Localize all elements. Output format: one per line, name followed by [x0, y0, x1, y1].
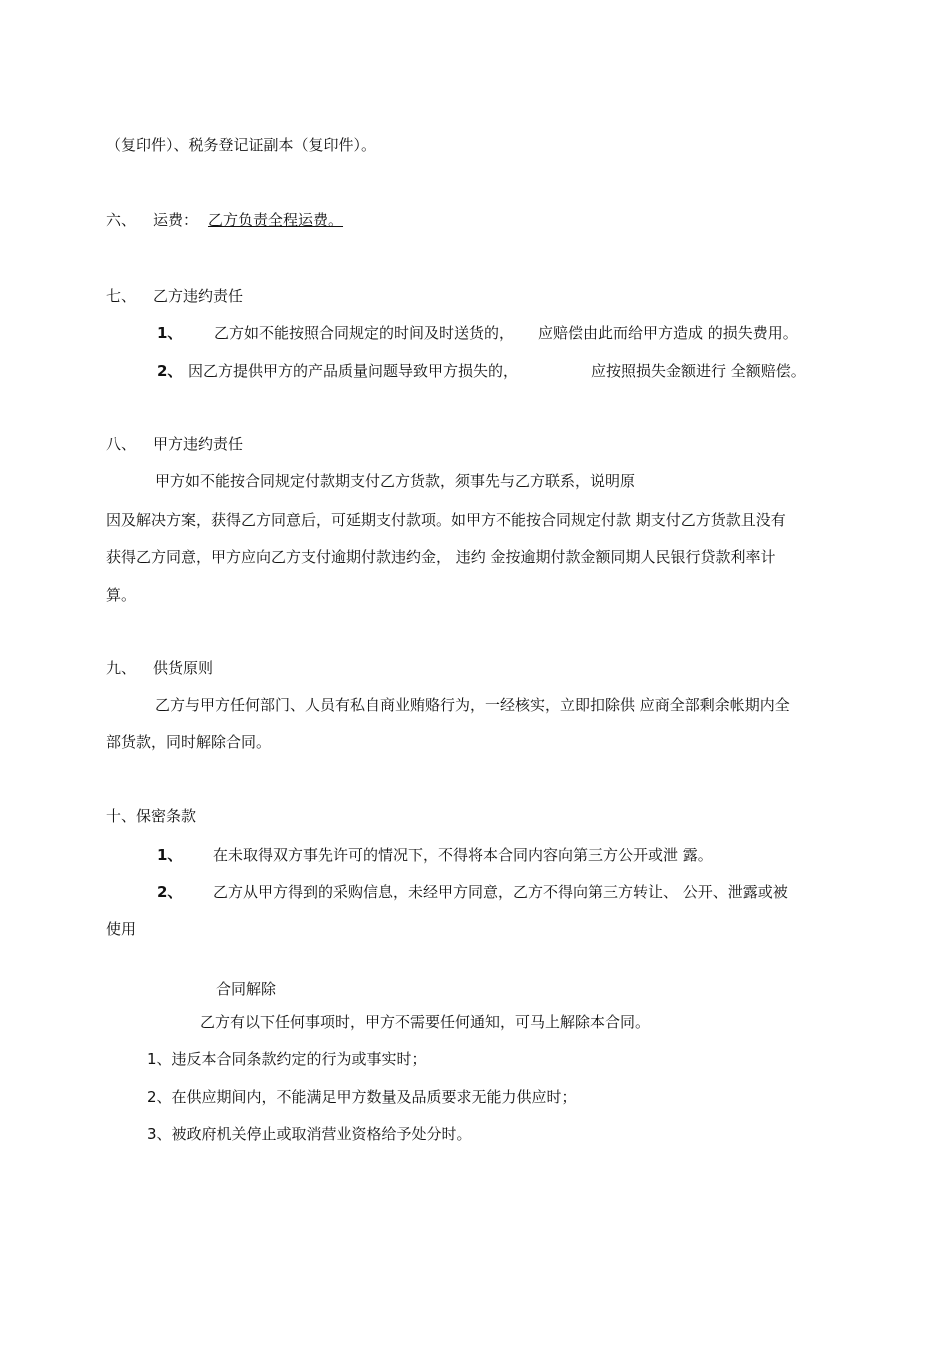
- continuation-line: （复印件）、税务登记证副本（复印件）。: [106, 136, 377, 154]
- section-6-text: 乙方负责全程运费。: [208, 211, 344, 229]
- section-10-item-2-text: 乙方从甲方得到的采购信息，未经甲方同意，乙方不得向第三方转让、 公开、泄露或被: [213, 883, 788, 901]
- section-11-item-3: 3、被政府机关停止或取消营业资格给予处分时。: [147, 1125, 472, 1143]
- section-9-line-2: 部货款，同时解除合同。: [106, 733, 272, 751]
- section-7-title: 乙方违约责任: [153, 287, 244, 305]
- section-7-item-2-text-b: 应按照损失金额进行 全额赔偿。: [591, 362, 806, 380]
- section-9-title: 供货原则: [153, 659, 214, 677]
- section-8-title: 甲方违约责任: [153, 435, 244, 453]
- section-11-item-1: 1、违反本合同条款约定的行为或事实时；: [147, 1050, 427, 1068]
- section-10-item-1-number: 1、: [157, 846, 183, 864]
- section-7-item-1-text-b: 应赔偿由此而给甲方造成 的损失费用。: [538, 324, 798, 342]
- section-10-item-1-text: 在未取得双方事先许可的情况下，不得将本合同内容向第三方公开或泄 露。: [213, 846, 713, 864]
- section-10-title: 十、保密条款: [106, 807, 197, 825]
- section-6-number: 六、: [106, 211, 137, 229]
- section-11-title: 合同解除: [216, 980, 277, 998]
- section-7-item-2-text-a: 因乙方提供甲方的产品质量问题导致甲方损失的，: [188, 362, 519, 380]
- section-6-title: 运费：: [153, 211, 199, 229]
- section-8-line-4: 算。: [106, 586, 137, 604]
- section-8-line-3: 获得乙方同意，甲方应向乙方支付逾期付款违约金， 违约 金按逾期付款金额同期人民银行贷款利率计: [106, 548, 776, 566]
- section-7-number: 七、: [106, 287, 137, 305]
- section-7-item-2-number: 2、: [157, 362, 183, 380]
- section-8-number: 八、: [106, 435, 137, 453]
- section-10-item-2-number: 2、: [157, 883, 183, 901]
- section-11-intro: 乙方有以下任何事项时，甲方不需要任何通知，可马上解除本合同。: [200, 1013, 651, 1031]
- section-7-item-1-text-a: 乙方如不能按照合同规定的时间及时送货的，: [214, 324, 515, 342]
- section-9-line-1: 乙方与甲方任何部门、人员有私自商业贿赂行为，一经核实，立即扣除供 应商全部剩余帐期内全: [155, 696, 790, 714]
- section-8-line-2: 因及解决方案，获得乙方同意后，可延期支付款项。如甲方不能按合同规定付款 期支付乙方货款且没有: [106, 511, 786, 529]
- section-8-line-1: 甲方如不能按合同规定付款期支付乙方货款，须事先与乙方联系，说明原: [155, 472, 636, 490]
- section-7-item-1-number: 1、: [157, 324, 183, 342]
- section-9-number: 九、: [106, 659, 137, 677]
- section-11-item-2: 2、在供应期间内，不能满足甲方数量及品质要求无能力供应时；: [147, 1088, 577, 1106]
- section-10-item-2-continuation: 使用: [106, 920, 137, 938]
